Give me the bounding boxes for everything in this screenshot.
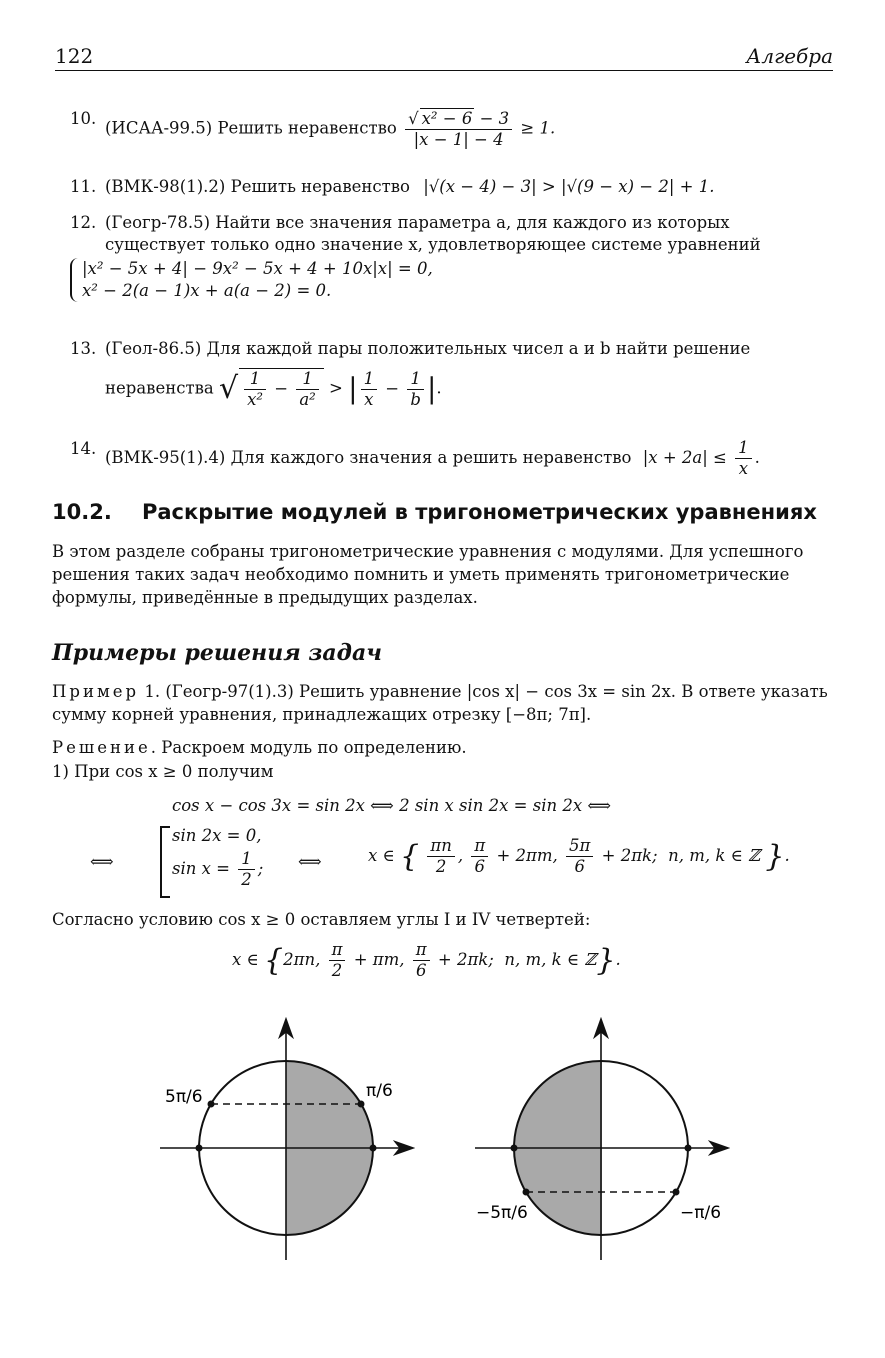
condition-text: Согласно условию cos x ≥ 0 оставляем углы I и IV четвертей: [52,910,591,929]
problem-13-inequality: неравенства √ $\frac{1}{\text{x²}}$ − $\frac{1}{\text{a²}}$ > | $\frac{1}{x}$ − $\frac{1}{b}$ |. [105,368,442,409]
denominator: |x − 1| − 4 [413,130,504,149]
problem-10 [70,108,833,150]
problem-number: 10. [70,109,97,128]
unit-circle-figures [0,1010,885,1270]
problem-13 [70,338,833,410]
problem-number: 11. [70,177,97,196]
system-equation-1: |x² − 5x + 4| − 9x² − 5x + 4 + 10x|x| = 0, [82,259,433,278]
problem-expression: |x + 2a| ≤ [642,448,727,467]
section-title: Раскрытие модулей в тригонометрических уравнениях [142,500,817,524]
problem-source: (Геогр-78.5) [105,213,211,232]
problem-number: 13. [70,339,97,358]
problem-text: Найти все значения параметра a, для каждого из которых существует только одно значение x, удовлетворяющее системе уравнений [105,213,761,254]
examples-heading: Примеры решения задач [52,640,382,666]
problem-source: (ИСАА-99.5) [105,118,213,138]
point-5pi6 [208,1101,215,1108]
solution-text: . Раскроем модуль по определению. [150,738,467,757]
problem-number: 14. [70,439,97,458]
collection-eq-1: sin 2x = 0, [172,826,262,845]
problem-expression: |√(x − 4) − 3| > |√(9 − x) − 2| + 1. [423,177,715,196]
problem-text: Для каждого значения a решить неравенство [230,448,632,467]
problem-text: Решить неравенство [217,118,397,138]
problem-text: Решить неравенство [230,177,410,196]
problem-14: 14. (ВМК-95(1).4) Для каждого значения a решить неравенство |x + 2a| ≤ $\frac{1}{x}$ . [70,438,760,478]
left-unit-circle [160,1020,412,1260]
solution-set: x ∈ { $\frac{\pi n}{2}$ , $\frac{\pi}{6}$ + 2πm, $\frac{5\pi}{6}$ + 2πk; n, m, k ∈ ℤ }. [368,836,790,876]
point-pi6 [358,1101,365,1108]
example-1 [52,680,833,726]
sqrt-expression: $\frac{1}{\text{x²}}$ − $\frac{1}{\text{a²}}$ [239,368,324,410]
solution-intro [52,736,833,759]
collection-eq-2: sin x = $\frac{1}{2}$ ; [172,849,264,889]
example-task: Решить уравнение |cos x| − cos 3x = sin 2x. В ответе указать сумму корней уравнения, принадлежащих отрезку [−8π; 7π]. [52,682,828,724]
abs-expression: $\frac{1}{x}$ − $\frac{1}{b}$ [358,379,427,398]
case-1: 1) При cos x ≥ 0 получим [52,762,274,781]
page-header [55,40,833,71]
greater-sign: > [329,378,343,398]
iff-sign: ⟺ [90,852,114,871]
equation-system [70,258,833,302]
problem-text: Для каждой пары положительных чисел a и b найти решение [206,339,751,358]
problem-source: (Геол-86.5) [105,339,202,358]
iff-sign-2: ⟺ [298,852,322,871]
section-number: 10.2. [52,500,112,524]
label-minus-5pi6: −5π/6 [476,1203,528,1223]
running-title: Алгебра [746,44,833,68]
section-heading [52,500,817,524]
rhs-fraction: $\frac{1}{x}$ [735,438,752,479]
equation-collection [160,826,263,898]
numerator-tail: − 3 [474,109,510,128]
sqrt-argument: x² − 6 [421,109,473,128]
problem-text-continued: неравенства [105,378,214,398]
point-minus-pi6 [673,1189,680,1196]
problem-source: (ВМК-95(1).4) [105,448,226,467]
point-minus-5pi6 [523,1189,530,1196]
section-intro: В этом разделе собраны тригонометрические уравнения с модулями. Для успешного решения таких задач необходимо помнить и уметь применять тригонометрические формулы, приведённые в предыдущих разделах. [52,542,804,607]
problem-number: 12. [70,213,97,232]
problem-11 [70,176,833,198]
inequality-rhs: ≥ 1. [520,118,556,138]
example-label: Пример [52,682,140,701]
final-set: x ∈ {2πn, $\frac{\pi}{2}$ + πm, $\frac{\pi}{6}$ + 2πk; n, m, k ∈ ℤ}. [232,940,621,980]
inequality-fraction: $\frac{\text{√ x² − 6 − 3}}{|x - 1| - 4}$ [405,108,512,150]
system-equation-2: x² − 2(a − 1)x + a(a − 2) = 0. [82,281,332,300]
problem-12 [70,212,833,302]
page-number: 122 [55,44,94,68]
problem-source: (ВМК-98(1).2) [105,177,226,196]
example-ref: 1. (Геогр-97(1).3) [144,682,294,701]
label-pi6: π/6 [366,1081,393,1101]
solution-label: Решение [52,738,151,757]
equation-line-1: cos x − cos 3x = sin 2x ⟺ 2 sin x sin 2x = sin 2x ⟺ [172,796,612,815]
label-minus-pi6: −π/6 [680,1203,722,1223]
right-unit-circle [475,1020,727,1260]
label-5pi6: 5π/6 [165,1087,203,1107]
system-brace [70,258,80,302]
